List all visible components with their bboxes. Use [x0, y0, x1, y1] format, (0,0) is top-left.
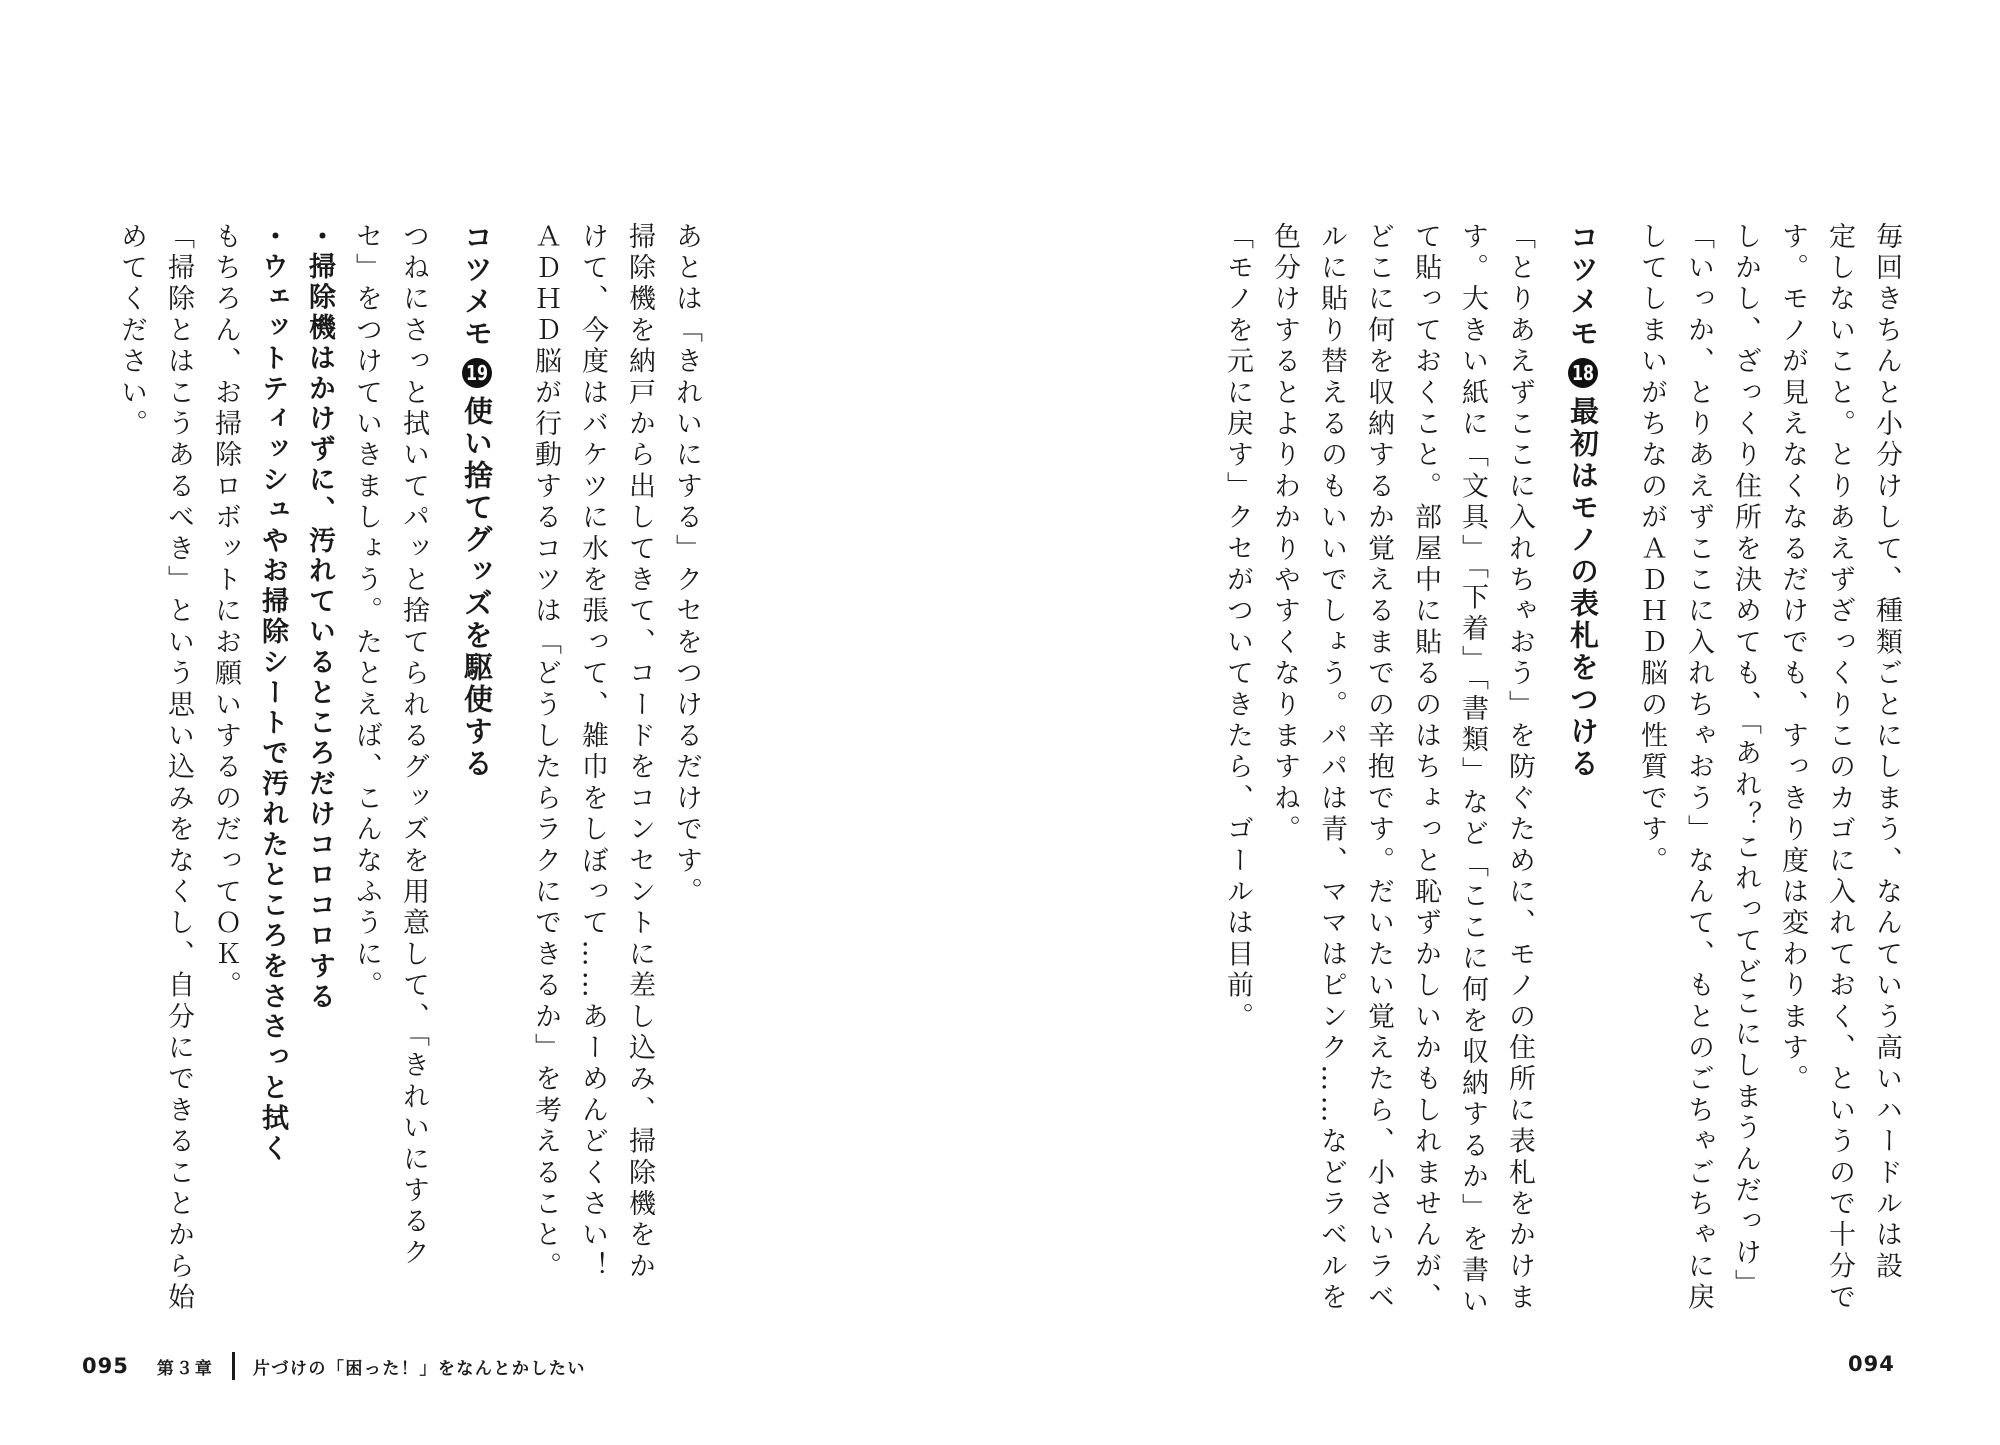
body-paragraph: しかし、ざっくり住所を決めても、「あれ？これってどこにしまうんだっけ」 「いっか、とりあえずここに入れちゃおう」なんて、もとのごちゃごちゃに戻 してしまいがちなのがＡＤＨＤ脳の性質です。	[1636, 222, 1761, 1314]
body-paragraph: あとは「きれいにする」クセをつけるだけです。	[671, 222, 702, 909]
body-paragraph: もちろん、お掃除ロボットにお願いするのだってＯＫ。	[210, 222, 241, 1002]
footer-divider	[232, 1352, 235, 1380]
section-heading-18	[1543, 222, 1606, 1297]
page-number: 095	[82, 1354, 129, 1378]
right-page-body	[1190, 222, 1910, 1319]
body-paragraph: 毎回きちんと小分けして、種類ごとにしまう、なんていう高いハードルは設 定しないこと。とりあえずざっくりこのカゴに入れておく、というので十分で す。モノが見えなくなるだけでも、すっきり度は変わります。	[1777, 222, 1902, 1314]
heading-title: 最初はモノの表札をつける	[1566, 396, 1600, 780]
body-paragraph: 「とりあえずここに入れちゃおう」を防ぐために、モノの住所に表札をかけま す。大きい紙に「文具」「下着」「書類」など「ここに何を収納するか」を書い て貼っておくこと。部屋中に貼るのはちょっと恥ずかしいかもしれませんが、 どこに何を収納するか覚えるまでの辛抱です。だいたい覚えたら、小さいラベ ルに貼り替えるのもいいでしょう。パパは青、ママはピンク……などラベルを 色分けするとよりわかりやすくなりますね。	[1269, 222, 1535, 1319]
body-paragraph: つねにさっと拭いてパッと捨てられるグッズを用意して、「きれいにするク セ」をつけていきましょう。たとえば、こんなふうに。	[351, 222, 429, 1270]
left-page-footer	[82, 1352, 586, 1380]
body-paragraph: 「掃除とはこうあるべき」という思い込みをなくし、自分にできることから始 めてください。	[116, 222, 194, 1314]
body-paragraph: 「モノを元に戻す」クセがついてきたら、ゴールは目前。	[1222, 222, 1253, 1034]
chapter-title: 片づけの「困った！」をなんとかしたい	[252, 1358, 586, 1379]
spacer	[1606, 222, 1628, 1297]
bullet-item: ・掃除機はかけずに、汚れているところだけコロコロする	[304, 222, 335, 1013]
heading-prefix: コツメモ	[460, 222, 494, 350]
right-page-footer	[1848, 1352, 1895, 1376]
section-heading-19	[437, 222, 500, 1297]
left-page-body	[116, 222, 710, 1314]
heading-prefix: コツメモ	[1566, 222, 1600, 350]
number-badge-icon: 19	[462, 358, 492, 388]
spacer	[500, 222, 522, 1297]
bullet-item: ・ウェットティッシュやお掃除シートで汚れたところをささっと拭く	[257, 222, 288, 1165]
chapter-label: 第３章	[156, 1358, 214, 1379]
heading-title: 使い捨てグッズを駆使する	[460, 396, 494, 780]
page-number: 094	[1848, 1352, 1895, 1376]
number-badge-icon: 18	[1568, 358, 1598, 388]
body-paragraph: 掃除機を納戸から出してきて、コードをコンセントに差し込み、掃除機をか けて、今度はバケツに水を張って、雑巾をしぼって……あーめんどくさい！ ＡＤＨＤ脳が行動するコツは「どうしたらラクにできるか」を考えること。	[530, 222, 655, 1283]
